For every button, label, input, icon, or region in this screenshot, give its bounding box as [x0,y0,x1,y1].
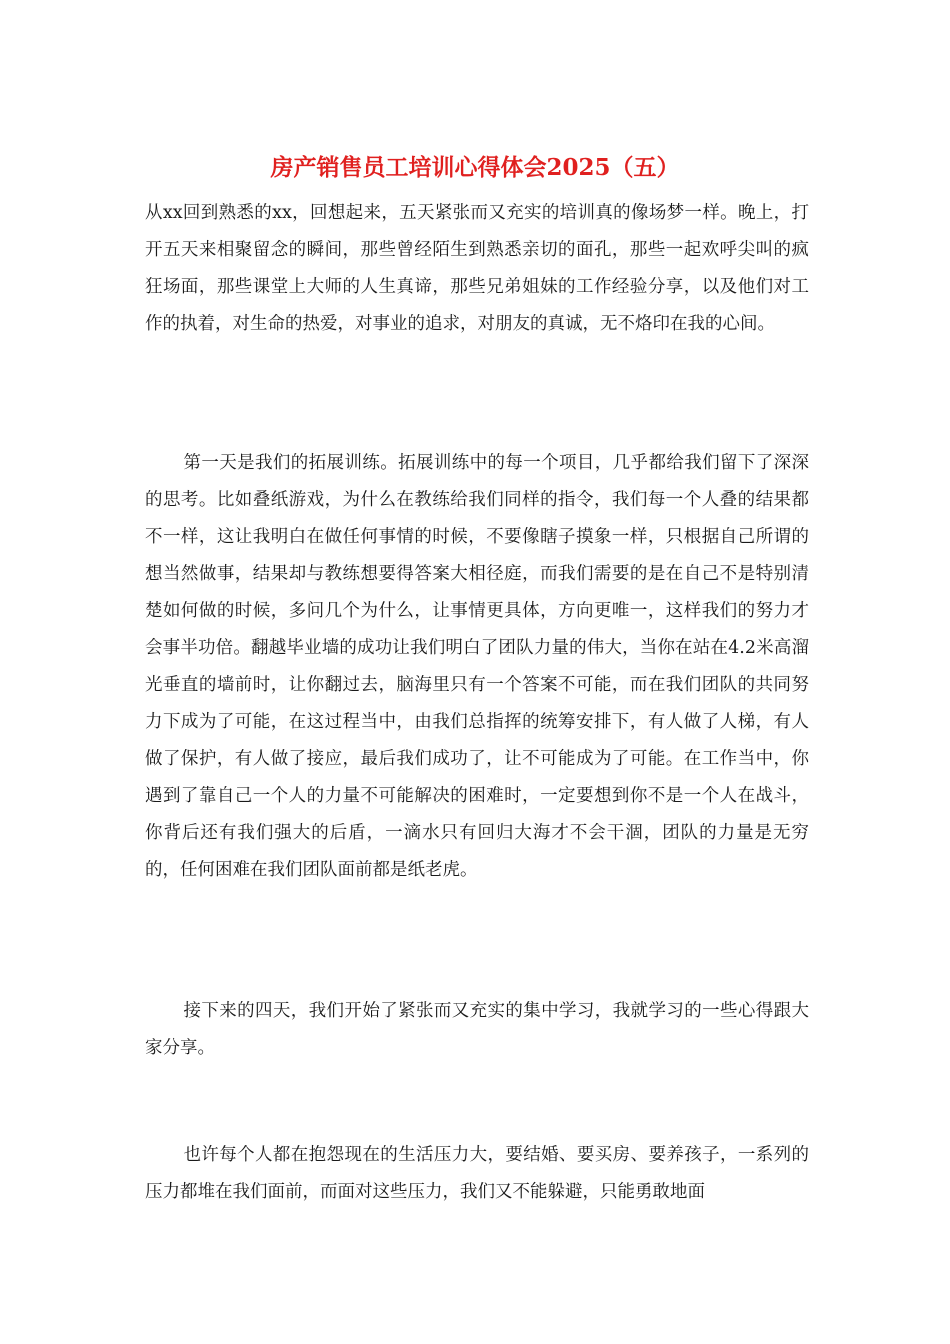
paragraph-life-pressure: 也许每个人都在抱怨现在的生活压力大，要结婚、要买房、要养孩子，一系列的压力都堆在我们面前，而面对这些压力，我们又不能躲避，只能勇敢地面 [145,1145,809,1202]
paragraph-next-four-days: 接下来的四天，我们开始了紧张而又充实的集中学习，我就学习的一些心得跟大家分享。 [145,1001,809,1058]
document-title: 房产销售员工培训心得体会2025（五） [270,154,680,181]
paragraph-intro: 从xx回到熟悉的xx，回想起来，五天紧张而又充实的培训真的像场梦一样。晚上，打开五天来相聚留念的瞬间，那些曾经陌生到熟悉亲切的面孔，那些一起欢呼尖叫的疯狂场面，那些课堂上大师的人生真谛，那些兄弟姐妹的工作经验分享，以及他们对工作的执着，对生命的热爱，对事业的追求，对朋友的真诚，无不烙印在我的心间。 [145,203,809,334]
paragraph-day-one: 第一天是我们的拓展训练。拓展训练中的每一个项目，几乎都给我们留下了深深的思考。比如叠纸游戏，为什么在教练给我们同样的指令，我们每一个人叠的结果都不一样，这让我明白在做任何事情的时候，不要像瞎子摸象一样，只根据自己所谓的想当然做事，结果却与教练想要得答案大相径庭，而我们需要的是在自己不是特别清楚如何做的时候，多问几个为什么，让事情更具体，方向更唯一，这样我们的努力才会事半功倍。翻越毕业墙的成功让我们明白了团队力量的伟大，当你在站在4.2米高溜光垂直的墙前时，让你翻过去，脑海里只有一个答案不可能，而在我们团队的共同努力下成为了可能，在这过程当中，由我们总指挥的统筹安排下，有人做了人梯，有人做了保护，有人做了接应，最后我们成功了，让不可能成为了可能。在工作当中，你遇到了靠自己一个人的力量不可能解决的困难时，一定要想到你不是一个人在战斗，你背后还有我们强大的后盾，一滴水只有回归大海才不会干涸，团队的力量是无穷的，任何困难在我们团队面前都是纸老虎。 [145,453,809,880]
